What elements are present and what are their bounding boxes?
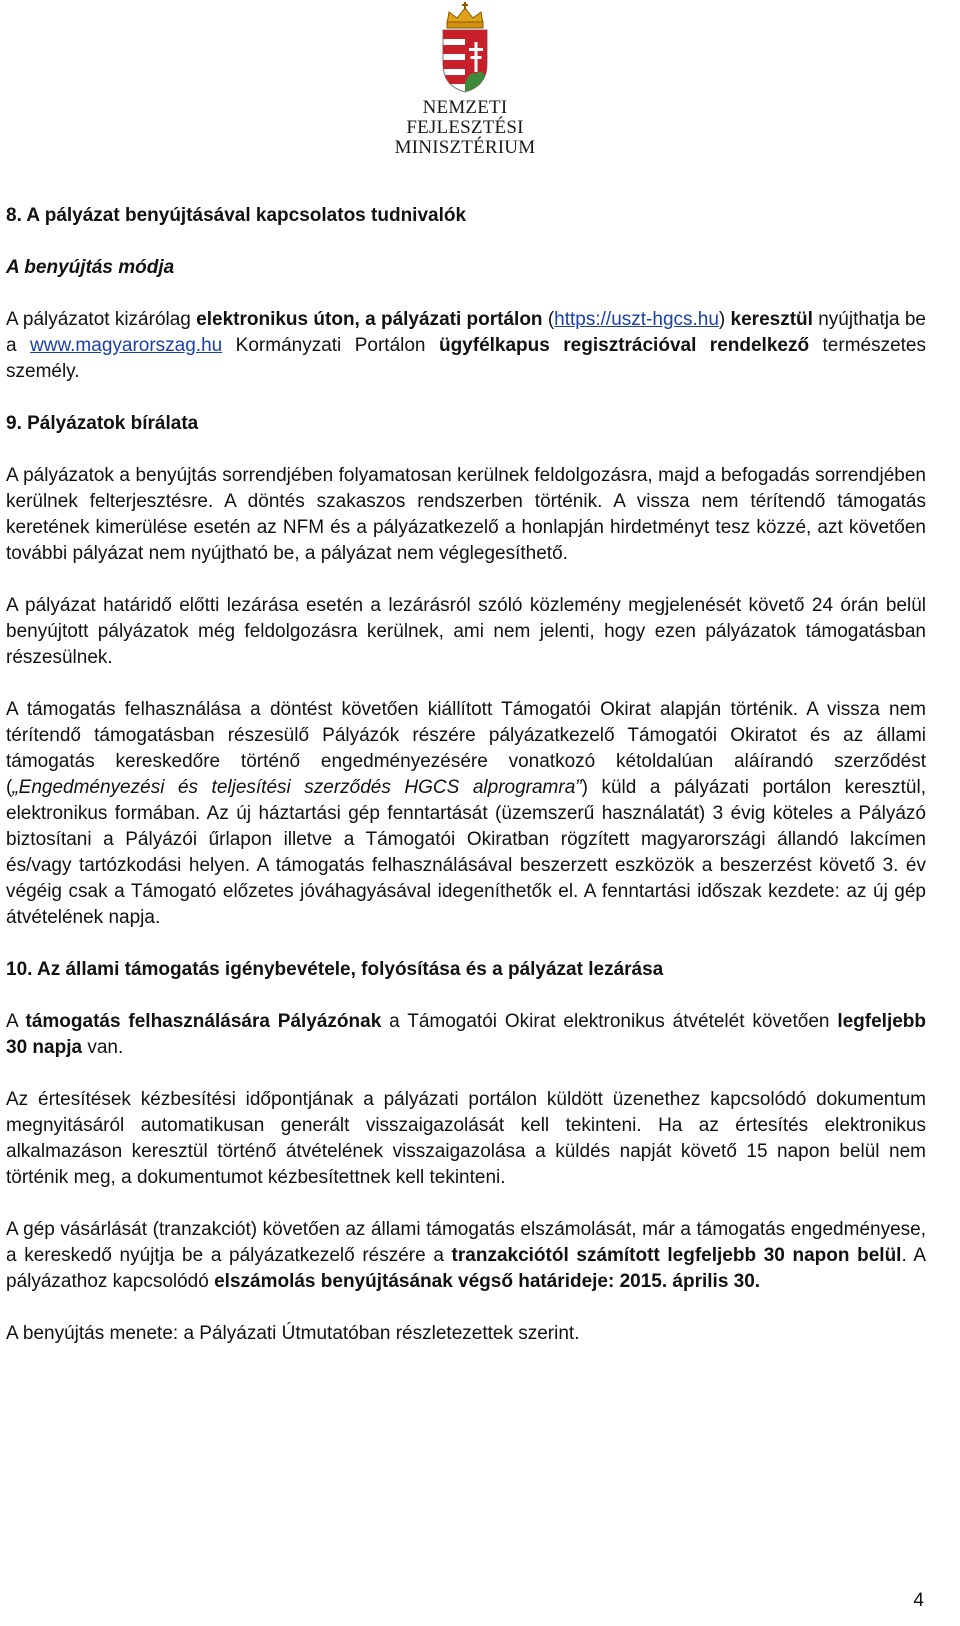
text: van.: [82, 1037, 124, 1058]
text-bold: ügyfélkapus regisztrációval rendelkező: [438, 335, 810, 356]
coat-of-arms-icon: [437, 2, 493, 94]
text: . A pályázathoz kapcsolódó: [6, 1245, 926, 1292]
text-bold: legfeljebb 30 napja: [6, 1011, 927, 1058]
section-9-paragraph-2: A pályázat határidő előtti lezárása esetén a lezárásról szóló közlemény megjelenését követő 24 órán belül benyújtott pályázatok még feldolgozásra kerülnek, ami nem jelenti, hogy ezen pályázatok támogatásban részesülnek.: [6, 595, 926, 668]
text: (: [542, 309, 555, 330]
text-bold: elektronikus úton, a pályázati portálon: [196, 309, 543, 330]
section-10-paragraph-3: [6, 1217, 926, 1295]
section-8-subtitle: A benyújtás módja: [6, 257, 175, 278]
text-bold: támogatás felhasználására Pályázónak: [25, 1011, 382, 1032]
text: ) küld a pályázati portálon keresztül, elektronikus formában. Az új háztartási gép fenntartását (üzemszerű használatát) 3 évig köteles a Pályázó biztosítani a Pályázói űrlapon illetve a Támogatói Okiratban rögzített magyarországi állandó lakcímen és/vagy tartózkodási helyen. A támogatás felhasználásával beszerzett eszközök a beszerzést követő 3. év végéig csak a Támogató előzetes jóváhagyásával idegeníthetők el. A fenntartási időszak kezdete: az új gép átvételének napja.: [6, 777, 926, 928]
ministry-line-1: NEMZETI FEJLESZTÉSI: [406, 97, 524, 138]
ministry-logo: [370, 2, 560, 158]
text-bold: elszámolás benyújtásának végső határideje: 2015. április 30.: [214, 1271, 761, 1292]
section-10-paragraph-2: Az értesítések kézbesítési időpontjának a pályázati portálon küldött üzenethez kapcsolódó dokumentum megnyitásáról automatikusan generált visszaigazolását kell tekinteni. Ha az értesítés elektronikus alkalmazáson keresztül történő átvételének visszaigazolása a küldés napját követő 15 napon belül nem történik meg, a dokumentumot kézbesítettnek kell tekinteni.: [6, 1089, 926, 1188]
magyarorszag-link[interactable]: www.magyarorszag.hu: [30, 335, 223, 356]
section-9-title: 9. Pályázatok bírálata: [6, 413, 199, 434]
text: A pályázatot kizárólag: [6, 309, 197, 330]
text: nyújthatja be a: [6, 309, 926, 356]
text: A gép vásárlását (tranzakciót) követően az állami támogatás elszámolását, már a támogatás engedményese, a kereskedő nyújtja be a pályázatkezelő részére a: [6, 1219, 926, 1266]
section-10-paragraph-1: [6, 1009, 926, 1061]
document-body: [6, 203, 926, 1347]
section-8-paragraph: [6, 307, 926, 385]
ministry-line-2: MINISZTÉRIUM: [394, 137, 536, 158]
text: Kormányzati Portálon: [222, 335, 439, 356]
ministry-name: [370, 98, 560, 158]
section-10-title: 10. Az állami támogatás igénybevétele, folyósítása és a pályázat lezárása: [6, 959, 664, 980]
text-bold: tranzakciótól számított legfeljebb 30 napon belül: [451, 1245, 902, 1266]
text: a Támogatói Okirat elektronikus átvételét követően: [381, 1011, 838, 1032]
portal-link[interactable]: https://uszt-hgcs.hu: [554, 309, 719, 330]
page-number: 4: [913, 1590, 924, 1611]
text: A támogatás felhasználása a döntést követően kiállított Támogatói Okirat alapján történik. A vissza nem térítendő támogatásban részesülő Pályázók részére pályázatkezelő Támogatói Okiratot és az állami támogatás kereskedőre történő engedményezésére vonatkozó kétoldalúan aláírandó szerződést (: [6, 699, 926, 798]
section-9-paragraph-3: [6, 697, 926, 931]
section-10-paragraph-4: A benyújtás menete: a Pályázati Útmutatóban részletezettek szerint.: [6, 1323, 580, 1344]
text: A: [6, 1011, 26, 1032]
section-9-paragraph-1: A pályázatok a benyújtás sorrendjében folyamatosan kerülnek feldolgozásra, majd a befogadás sorrendjében kerülnek felterjesztésre. A döntés szakaszos rendszerben történik. A vissza nem térítendő támogatás keretének kimerülése esetén az NFM és a pályázatkezelő a honlapján hirdetményt tesz közzé, azt követően további pályázat nem nyújtható be, a pályázat nem véglegesíthető.: [6, 465, 926, 564]
text: természetes személy.: [6, 335, 926, 382]
text-bold: keresztül: [730, 309, 813, 330]
section-8-title: 8. A pályázat benyújtásával kapcsolatos tudnivalók: [6, 205, 467, 226]
text: ): [718, 309, 731, 330]
text-italic: „Engedményezési és teljesítési szerződés HGCS alprogramra”: [12, 777, 582, 798]
